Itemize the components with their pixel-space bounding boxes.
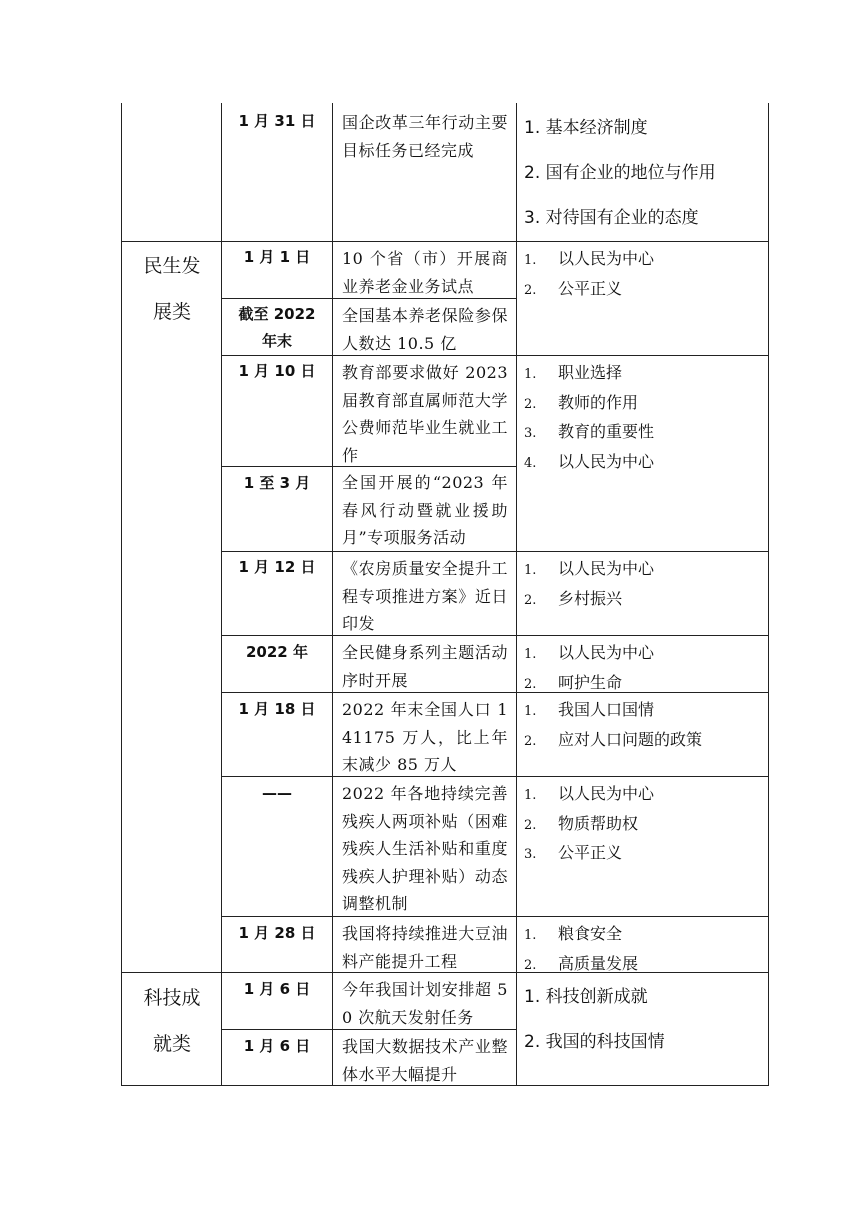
knowledge-item: 1. 以人民为中心 [524, 559, 655, 578]
knowledge-item: 2. 教师的作用 [524, 392, 639, 412]
row-event: 我国大数据技术产业整体水平大幅提升 [342, 1037, 508, 1084]
row-date: 1 月 6 日 [243, 1037, 311, 1055]
knowledge-item: 2. 我国的科技国情 [524, 1032, 665, 1052]
knowledge-list [524, 359, 764, 477]
table-border-left [121, 103, 122, 1086]
row-date: 1 月 28 日 [238, 924, 316, 942]
row-date [222, 301, 332, 355]
row-date-line: 年末 [261, 332, 292, 350]
knowledge-item: 1. 职业选择 [524, 363, 623, 382]
knowledge-list [524, 696, 764, 755]
knowledge-item: 2. 乡村振兴 [524, 588, 623, 608]
row-event: 今年我国计划安排超 50 次航天发射任务 [342, 980, 508, 1027]
column-divider-3 [516, 103, 517, 1086]
row-date: 1 月 12 日 [238, 558, 316, 576]
knowledge-item: 1. 以人民为中心 [524, 784, 655, 803]
category-label: 就类 [152, 1033, 191, 1055]
knowledge-list [524, 920, 764, 979]
knowledge-item: 2. 国有企业的地位与作用 [524, 163, 716, 183]
row-date: 1 月 18 日 [238, 700, 316, 718]
row-divider [121, 241, 769, 242]
category-label: 展类 [152, 301, 191, 323]
knowledge-list [524, 639, 764, 698]
knowledge-item: 1. 粮食安全 [524, 924, 623, 943]
table-border-right [768, 103, 769, 1086]
knowledge-item: 2. 物质帮助权 [524, 813, 639, 833]
column-divider-2 [332, 103, 333, 1086]
knowledge-item: 1. 我国人口国情 [524, 700, 655, 719]
row-event: 全国基本养老保险参保人数达 10.5 亿 [342, 306, 508, 353]
row-event: 国企改革三年行动主要目标任务已经完成 [342, 113, 508, 160]
row-event: 全民健身系列主题活动序时开展 [342, 643, 508, 690]
row-date: 1 至 3 月 [243, 474, 311, 492]
knowledge-item: 1. 以人民为中心 [524, 643, 655, 662]
knowledge-item: 3. 对待国有企业的态度 [524, 208, 699, 228]
row-event: 10 个省（市）开展商业养老金业务试点 [342, 249, 508, 296]
knowledge-item: 2. 公平正义 [524, 278, 623, 298]
row-event: 教育部要求做好 2023 届教育部直属师范大学公费师范毕业生就业工作 [342, 363, 508, 465]
row-event: 2022 年末全国人口 141175 万人，比上年末减少 85 万人 [342, 700, 508, 774]
knowledge-item: 3. 公平正义 [524, 843, 623, 862]
knowledge-item: 2. 应对人口问题的政策 [524, 729, 703, 749]
row-date: 1 月 10 日 [238, 362, 316, 380]
category-minsheng [123, 243, 221, 335]
knowledge-item: 1. 以人民为中心 [524, 249, 655, 268]
row-date: 1 月 31 日 [238, 112, 316, 130]
knowledge-list [524, 780, 764, 869]
row-date-line: 截至 2022 [238, 305, 316, 323]
category-keji [123, 975, 221, 1067]
knowledge-item: 1. 科技创新成就 [524, 987, 648, 1007]
knowledge-item: 3. 教育的重要性 [524, 422, 655, 441]
knowledge-item: 4. 以人民为中心 [524, 451, 655, 471]
row-event: 2022 年各地持续完善残疾人两项补贴（困难残疾人生活补贴和重度残疾人护理补贴）动态调整机制 [342, 784, 508, 913]
row-date: 2022 年 [246, 643, 308, 661]
knowledge-item: 2. 高质量发展 [524, 953, 639, 973]
category-label: 科技成 [143, 987, 201, 1009]
row-date: —— [262, 784, 292, 802]
knowledge-list [524, 975, 764, 1065]
knowledge-list [524, 106, 764, 241]
knowledge-item: 2. 呵护生命 [524, 672, 623, 692]
row-event: 全国开展的“2023 年春风行动暨就业援助月”专项服务活动 [342, 473, 508, 547]
row-date: 1 月 6 日 [243, 980, 311, 998]
row-event: 我国将持续推进大豆油料产能提升工程 [342, 924, 508, 971]
row-event: 《农房质量安全提升工程专项推进方案》近日印发 [342, 559, 508, 633]
knowledge-list [524, 245, 764, 304]
category-label: 民生发 [143, 255, 201, 277]
row-date: 1 月 1 日 [243, 248, 311, 266]
knowledge-item: 1. 基本经济制度 [524, 118, 648, 138]
knowledge-list [524, 555, 764, 614]
